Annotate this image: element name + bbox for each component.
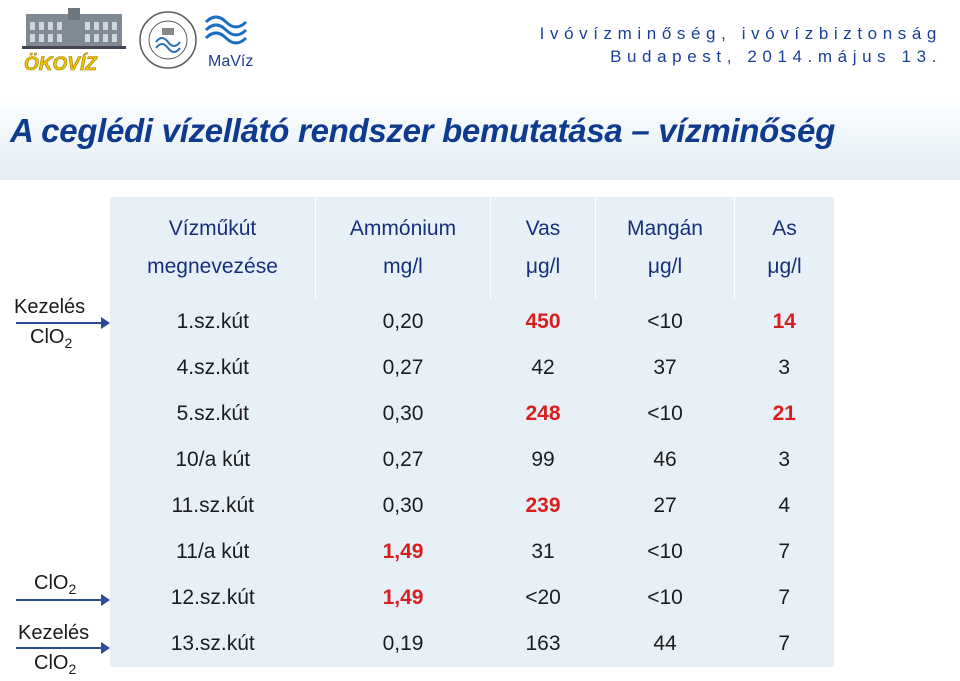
cell-arsenic: 14 (772, 310, 796, 333)
muegyetem-logo (22, 8, 126, 49)
cell-well: 1.sz.kút (176, 310, 249, 333)
cell-manganese: 37 (653, 356, 677, 379)
arrow-bottom-1 (16, 599, 108, 601)
header-manganese: Mangán μg/l (596, 197, 735, 299)
conference-title: Ivóvízminőség, ivóvízbiztonság (539, 24, 942, 43)
mht-seal-logo (140, 12, 196, 68)
cell-well: 13.sz.kút (170, 632, 255, 655)
cell-iron: 99 (531, 448, 555, 471)
cell-arsenic: 7 (778, 540, 791, 563)
okoviz-logo (24, 53, 98, 75)
cell-manganese: <10 (647, 402, 683, 425)
table-row (110, 529, 834, 575)
cell-ammonium: 0,30 (382, 402, 424, 425)
cell-well: 4.sz.kút (176, 356, 249, 379)
table-header-row (110, 197, 834, 299)
cell-ammonium: 0,27 (382, 356, 424, 379)
side-label-clo2-top: ClO$_2$ (30, 326, 73, 351)
side-label-clo2-bottom-2: ClO$_2$ (34, 652, 77, 677)
cell-manganese: 27 (653, 494, 677, 517)
cell-ammonium: 0,20 (382, 310, 424, 333)
cell-ammonium: 1,49 (382, 586, 424, 609)
cell-iron: 31 (531, 540, 555, 563)
table-row (110, 299, 834, 345)
cell-ammonium: 0,27 (382, 448, 424, 471)
water-quality-table (110, 197, 834, 667)
arrow-bottom-2 (16, 647, 108, 649)
arrow-top (16, 322, 108, 324)
table-row (110, 437, 834, 483)
cell-well: 5.sz.kút (176, 402, 249, 425)
cell-iron: 163 (525, 632, 561, 655)
table-row (110, 575, 834, 621)
cell-manganese: <10 (647, 586, 683, 609)
side-label-treatment-bottom: Kezelés (18, 622, 90, 644)
svg-text:ÖKOVÍZ: ÖKOVÍZ (24, 54, 97, 75)
cell-well: 11.sz.kút (171, 494, 254, 517)
cell-well: 12.sz.kút (170, 586, 255, 609)
cell-arsenic: 21 (772, 402, 796, 425)
cell-iron: 450 (525, 310, 561, 333)
header-arsenic: As μg/l (767, 217, 802, 278)
cell-arsenic: 7 (778, 632, 791, 655)
table-row (110, 483, 834, 529)
header-well-name: Vízműkút megnevezése (110, 197, 316, 299)
header-iron: Vas μg/l (491, 197, 596, 299)
cell-ammonium: 0,19 (382, 632, 424, 655)
table-row (110, 345, 834, 391)
side-label-clo2-bottom: ClO$_2$ (34, 572, 77, 597)
cell-ammonium: 0,30 (382, 494, 424, 517)
conference-date: Budapest, 2014.május 13. (610, 47, 942, 66)
cell-iron: 239 (525, 494, 561, 517)
cell-manganese: <10 (647, 540, 683, 563)
table-row (110, 391, 834, 437)
logos-picture (18, 8, 254, 80)
table-row (110, 621, 834, 667)
cell-ammonium: 1,49 (382, 540, 424, 563)
cell-arsenic: 3 (778, 448, 791, 471)
conference-info (540, 22, 942, 68)
svg-text:MaVíz: MaVíz (208, 53, 254, 70)
page-title: A ceglédi vízellátó rendszer bemutatása – vízminőség (10, 112, 835, 149)
maviz-logo (206, 17, 253, 70)
cell-arsenic: 7 (778, 586, 791, 609)
cell-iron: 42 (531, 356, 555, 379)
cell-well: 10/a kút (175, 448, 251, 471)
cell-manganese: <10 (647, 310, 683, 333)
cell-manganese: 44 (653, 632, 677, 655)
cell-iron: <20 (525, 586, 561, 609)
logo-group (18, 8, 254, 80)
cell-arsenic: 3 (778, 356, 791, 379)
cell-manganese: 46 (653, 448, 677, 471)
cell-well: 11/a kút (176, 540, 250, 563)
cell-arsenic: 4 (778, 494, 791, 517)
cell-iron: 248 (525, 402, 561, 425)
header-ammonium: Ammónium mg/l (316, 197, 491, 299)
side-label-treatment-top: Kezelés (14, 296, 86, 318)
